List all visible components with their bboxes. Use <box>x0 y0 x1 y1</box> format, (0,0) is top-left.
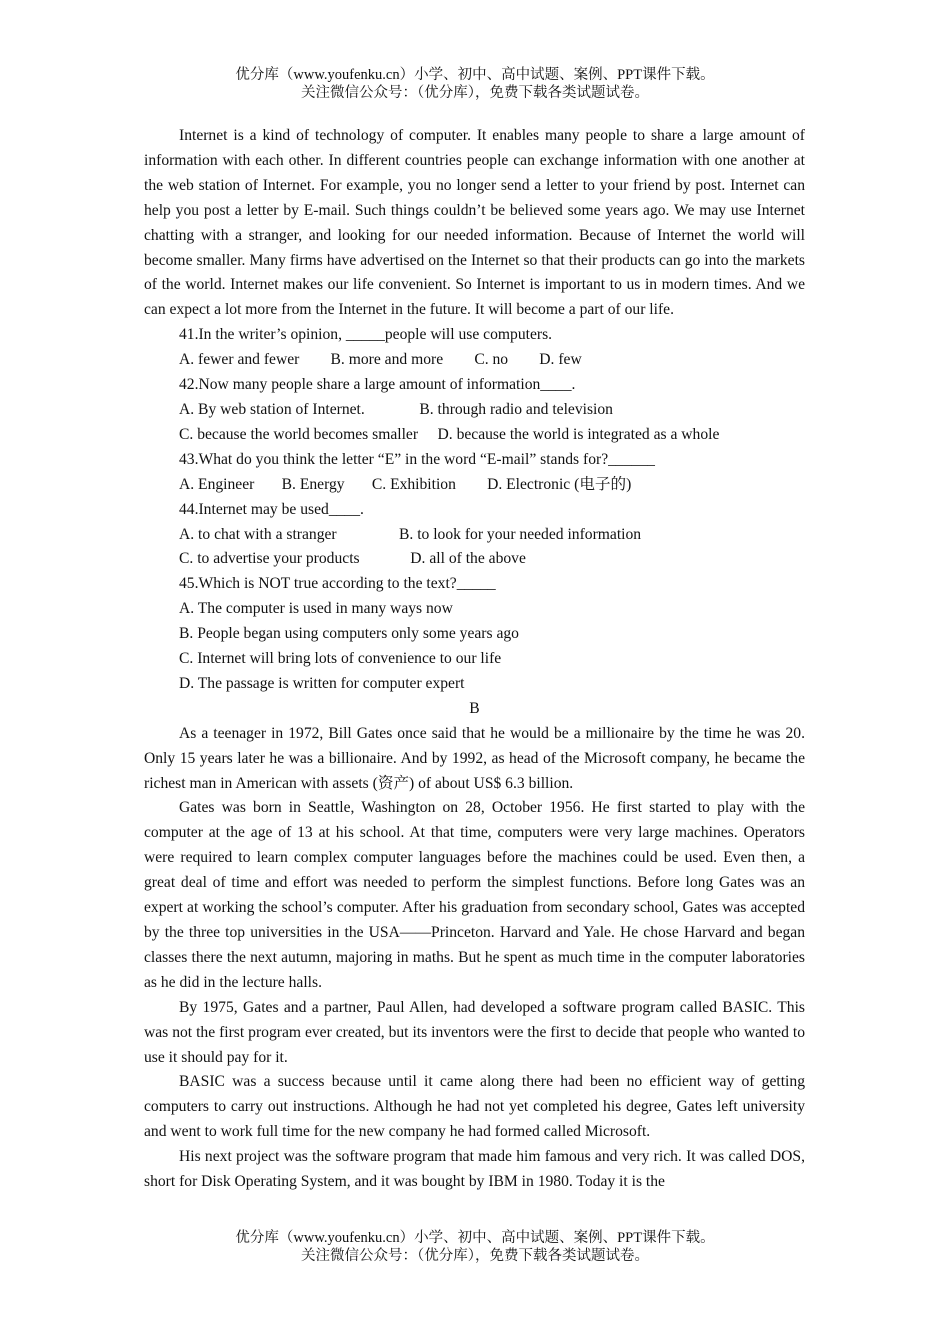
section-heading: B <box>469 699 480 717</box>
question-options: A. fewer and fewer B. more and more C. no D. few <box>179 351 582 369</box>
question-option: D. The passage is written for computer expert <box>179 674 465 692</box>
question-options: A. to chat with a stranger B. to look for your needed information <box>179 525 642 543</box>
question-options: C. to advertise your products D. all of the above <box>179 550 526 568</box>
question-43 <box>144 448 805 498</box>
page-header <box>0 66 950 102</box>
question-stem: 42.Now many people share a large amount of information____. <box>179 376 576 394</box>
passage-b-paragraph: BASIC was a success because until it came along there had been no efficient way of getting computers to carry out instructions. Although he had not yet completed his degree, Gates left university and went to work full time for the new company he had formed called Microsoft. <box>144 1073 805 1141</box>
footer-line-2: 关注微信公众号：（优分库），免费下载各类试题试卷。 <box>301 1248 649 1264</box>
header-line-1: 优分库（www.youfenku.cn）小学、初中、高中试题、案例、PPT课件下载。 <box>235 67 715 83</box>
footer-line-1: 优分库（www.youfenku.cn）小学、初中、高中试题、案例、PPT课件下载。 <box>235 1230 715 1246</box>
question-44 <box>144 498 805 573</box>
question-45 <box>144 572 805 697</box>
question-options: A. By web station of Internet. B. through radio and television <box>179 400 613 418</box>
page-footer <box>0 1229 950 1265</box>
question-42 <box>144 373 805 448</box>
question-stem: 41.In the writer’s opinion, _____people will use computers. <box>179 326 553 344</box>
question-option: C. Internet will bring lots of convenience to our life <box>179 650 502 668</box>
question-option: B. People began using computers only some years ago <box>179 625 519 643</box>
passage-b-paragraph: As a teenager in 1972, Bill Gates once said that he would be a millionaire by the time he was 20. Only 15 years later he was a billionaire. And by 1992, as head of the Microsoft company, he became the richest man in American with assets (资产) of about US$ 6.3 billion. <box>144 724 805 792</box>
question-option: A. The computer is used in many ways now <box>179 600 453 618</box>
passage-a-paragraph: Internet is a kind of technology of computer. It enables many people to share a large amount of information with each other. In different countries people can exchange information with one another at the web station of Internet. For example, you no longer send a letter to your friend by post. Internet can help you post a letter by E-mail. Such things couldn’t be believed some years ago. We may use Internet chatting with a stranger, and looking for our needed information. Because of Internet the world will become smaller. Many firms have advertised on the Internet so that their products can go into the markets of the world. Internet makes our life convenient. So Internet is important to us in modern times. And we can expect a lot more from the Internet in the future. It will become a part of our life. <box>144 127 805 319</box>
passage-b-paragraph: Gates was born in Seattle, Washington on 28, October 1956. He first started to play with the computer at the age of 13 at his school. At that time, computers were very large machines. Operators were required to learn complex computer languages before the machines could be used. Even then, a great deal of time and effort was needed to perform the simplest functions. Before long Gates was an expert at working the school’s computer. After his graduation from secondary school, Gates was accepted by the three top universities in the USA——Princeton. Harvard and Yale. He chose Harvard and began classes there the next autumn, majoring in maths. But he spent as much time in the computer laboratories as he did in the lecture halls. <box>144 799 805 991</box>
passage-b-paragraph: By 1975, Gates and a partner, Paul Allen, had developed a software program called BASIC. This was not the first program ever created, but its inventors were the first to decide that people who wanted to use it should pay for it. <box>144 998 805 1066</box>
question-stem: 43.What do you think the letter “E” in the word “E-mail” stands for?______ <box>179 450 655 468</box>
header-line-2: 关注微信公众号：（优分库），免费下载各类试题试卷。 <box>301 85 649 101</box>
document-body <box>144 124 805 1195</box>
question-stem: 45.Which is NOT true according to the text?_____ <box>179 575 496 593</box>
question-options: A. Engineer B. Energy C. Exhibition D. Electronic (电子的) <box>179 475 632 493</box>
passage-b-paragraph: His next project was the software program that made him famous and very rich. It was called DOS, short for Disk Operating System, and it was bought by IBM in 1980. Today it is the <box>144 1148 805 1191</box>
question-options: C. because the world becomes smaller D. because the world is integrated as a whole <box>179 425 720 443</box>
question-41 <box>144 323 805 373</box>
question-stem: 44.Internet may be used____. <box>179 500 364 518</box>
